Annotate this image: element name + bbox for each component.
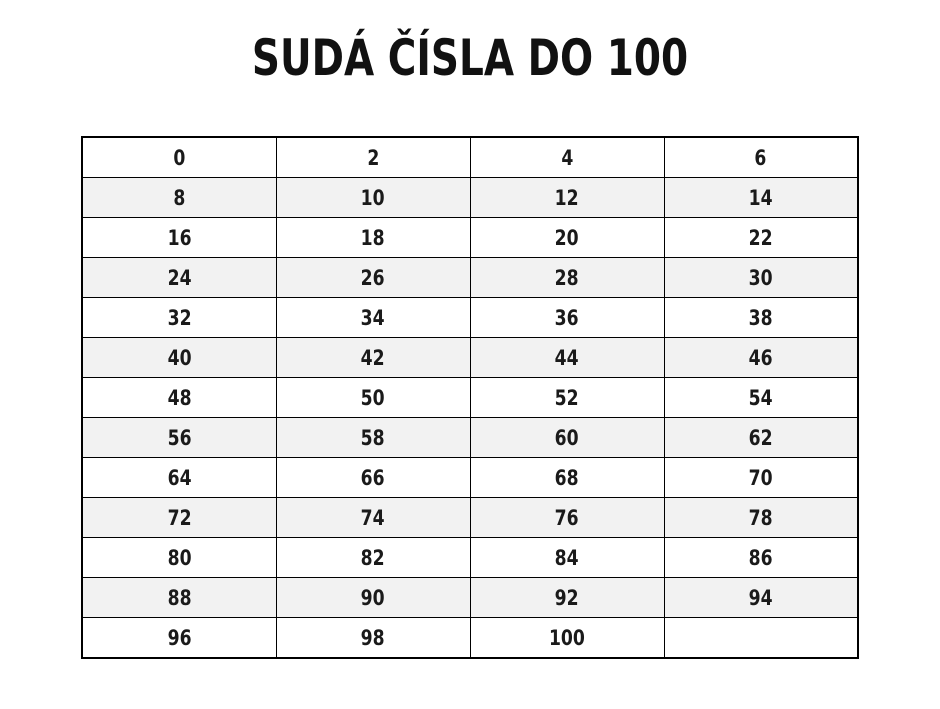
table-row xyxy=(82,298,858,338)
cell-value: 4 xyxy=(561,145,573,170)
table-cell xyxy=(276,178,470,218)
table-row xyxy=(82,538,858,578)
cell-value: 24 xyxy=(167,265,192,290)
table-row xyxy=(82,618,858,659)
table-cell xyxy=(82,298,276,338)
table-cell xyxy=(276,258,470,298)
table-row xyxy=(82,458,858,498)
table-cell xyxy=(664,378,858,418)
cell-value: 22 xyxy=(748,225,773,250)
cell-value: 70 xyxy=(748,465,773,490)
table-cell xyxy=(664,578,858,618)
table-row xyxy=(82,258,858,298)
cell-value: 68 xyxy=(555,465,579,490)
cell-value: 28 xyxy=(555,265,579,290)
cell-value: 16 xyxy=(167,225,192,250)
cell-value: 76 xyxy=(555,505,579,530)
table-cell xyxy=(470,258,664,298)
table-row xyxy=(82,218,858,258)
cell-value: 50 xyxy=(361,385,385,410)
cell-value: 90 xyxy=(361,585,385,610)
cell-value: 94 xyxy=(748,585,773,610)
cell-value: 6 xyxy=(754,145,767,170)
table-cell xyxy=(276,458,470,498)
cell-value: 38 xyxy=(748,305,773,330)
table-row xyxy=(82,338,858,378)
table-cell xyxy=(276,378,470,418)
cell-value: 0 xyxy=(173,145,186,170)
even-numbers-table xyxy=(81,136,859,659)
cell-value: 96 xyxy=(167,625,192,650)
table-cell xyxy=(470,538,664,578)
table-cell xyxy=(470,458,664,498)
table-row xyxy=(82,498,858,538)
table-cell xyxy=(82,498,276,538)
cell-value: 84 xyxy=(555,545,579,570)
cell-value: 10 xyxy=(361,185,385,210)
table-cell xyxy=(664,458,858,498)
table-row xyxy=(82,378,858,418)
table-cell xyxy=(664,618,858,659)
table-cell xyxy=(276,538,470,578)
cell-value: 20 xyxy=(555,225,579,250)
table-cell xyxy=(82,258,276,298)
cell-value: 88 xyxy=(167,585,192,610)
cell-value: 32 xyxy=(167,305,192,330)
table-cell xyxy=(82,538,276,578)
cell-value: 36 xyxy=(555,305,579,330)
table-cell xyxy=(82,418,276,458)
cell-value: 12 xyxy=(555,185,579,210)
table-cell xyxy=(82,137,276,178)
cell-value: 66 xyxy=(361,465,385,490)
page-title: SUDÁ ČÍSLA DO 100 xyxy=(251,29,689,87)
table-cell xyxy=(664,338,858,378)
cell-value: 80 xyxy=(167,545,192,570)
cell-value: 46 xyxy=(748,345,773,370)
cell-value: 34 xyxy=(361,305,385,330)
cell-value: 26 xyxy=(361,265,385,290)
cell-value: 56 xyxy=(167,425,192,450)
table-cell xyxy=(276,578,470,618)
table-cell xyxy=(664,298,858,338)
table-cell xyxy=(470,338,664,378)
table-cell xyxy=(82,338,276,378)
cell-value: 92 xyxy=(555,585,579,610)
cell-value: 2 xyxy=(367,145,379,170)
table-cell xyxy=(664,418,858,458)
table-cell xyxy=(664,498,858,538)
table-cell xyxy=(276,418,470,458)
cell-value: 52 xyxy=(555,385,579,410)
cell-value: 42 xyxy=(361,345,385,370)
table-cell xyxy=(276,137,470,178)
table-cell xyxy=(276,498,470,538)
table-cell xyxy=(470,218,664,258)
table-row xyxy=(82,178,858,218)
table-cell xyxy=(470,618,664,659)
cell-value: 74 xyxy=(361,505,385,530)
cell-value: 8 xyxy=(173,185,186,210)
cell-value: 64 xyxy=(167,465,192,490)
cell-value: 78 xyxy=(748,505,773,530)
cell-value: 98 xyxy=(361,625,385,650)
table-cell xyxy=(470,137,664,178)
table-cell xyxy=(470,418,664,458)
table-cell xyxy=(470,498,664,538)
cell-value: 82 xyxy=(361,545,385,570)
table-cell xyxy=(82,618,276,659)
cell-value: 58 xyxy=(361,425,385,450)
table-cell xyxy=(82,218,276,258)
table-row xyxy=(82,137,858,178)
cell-value: 40 xyxy=(167,345,192,370)
cell-value: 54 xyxy=(748,385,773,410)
table-cell xyxy=(470,578,664,618)
cell-value: 18 xyxy=(361,225,385,250)
table-body xyxy=(82,137,858,658)
cell-value: 62 xyxy=(748,425,773,450)
table-cell xyxy=(664,178,858,218)
cell-value: 86 xyxy=(748,545,773,570)
cell-value: 30 xyxy=(748,265,773,290)
table-cell xyxy=(664,218,858,258)
table-cell xyxy=(82,378,276,418)
cell-value: 14 xyxy=(748,185,773,210)
table-row xyxy=(82,578,858,618)
table-cell xyxy=(664,538,858,578)
table-cell xyxy=(276,298,470,338)
table-cell xyxy=(82,178,276,218)
cell-value: 44 xyxy=(555,345,579,370)
table-cell xyxy=(276,218,470,258)
table-cell xyxy=(276,618,470,659)
table-cell xyxy=(664,258,858,298)
cell-value: 100 xyxy=(549,625,585,650)
table-cell xyxy=(664,137,858,178)
table-cell xyxy=(470,378,664,418)
table-cell xyxy=(82,458,276,498)
table-row xyxy=(82,418,858,458)
table-cell xyxy=(470,298,664,338)
table-cell xyxy=(82,578,276,618)
cell-value: 72 xyxy=(167,505,192,530)
table-cell xyxy=(470,178,664,218)
cell-value: 48 xyxy=(167,385,192,410)
cell-value: 60 xyxy=(555,425,579,450)
table-cell xyxy=(276,338,470,378)
